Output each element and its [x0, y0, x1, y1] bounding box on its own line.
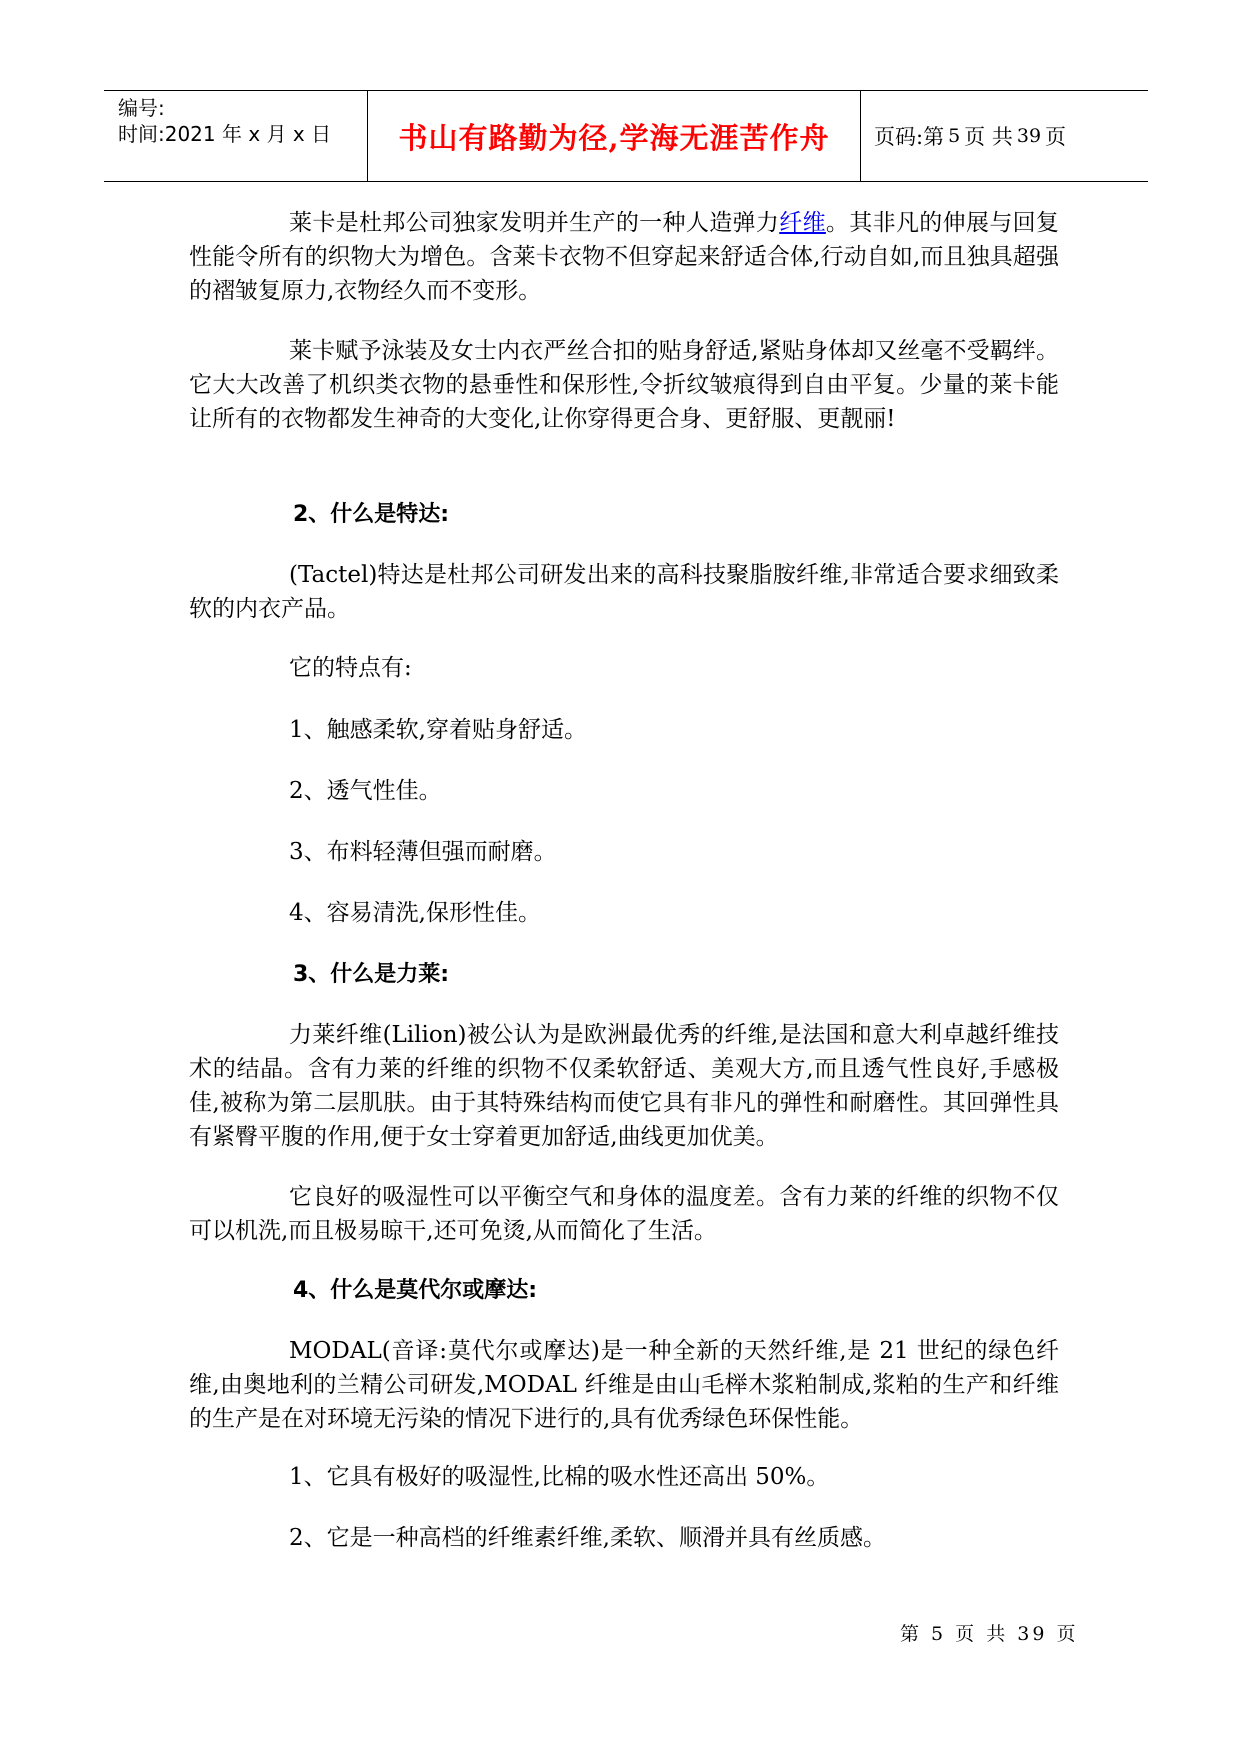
paragraph-lycra-benefits: 莱卡赋予泳装及女士内衣严丝合扣的贴身舒适,紧贴身体却又丝毫不受羁绊。它大大改善了机织类衣物的悬垂性和保形性,令折纹皱痕得到自由平复。少量的莱卡能让所有的衣物都发生神奇的大变化,让你穿得更合身、更舒服、更靓丽! — [189, 338, 1059, 432]
paragraph-lilion-moisture: 它良好的吸湿性可以平衡空气和身体的温度差。含有力莱的纤维的织物不仅可以机洗,而且极易晾干,还可免烫,从而简化了生活。 — [189, 1184, 1059, 1244]
page-footer: 第 5 页 共 39 页 — [900, 1623, 1079, 1645]
header-motto: 书山有路勤为径,学海无涯苦作舟 — [398, 120, 830, 155]
page-suffix: 页 — [1045, 125, 1067, 149]
section-heading-tactel: 2、什么是特达: — [293, 502, 450, 527]
list-item: 2、它是一种高档的纤维素纤维,柔软、顺滑并具有丝质感。 — [289, 1525, 886, 1551]
list-item: 1、触感柔软,穿着贴身舒适。 — [289, 717, 587, 743]
list-item: 2、透气性佳。 — [289, 778, 442, 804]
list-item: 1、它具有极好的吸湿性,比棉的吸水性还高出 50%。 — [289, 1464, 830, 1490]
page-number: 5 — [948, 125, 961, 147]
header-divider-right — [860, 91, 861, 181]
page-mid: 页 共 — [964, 125, 1013, 149]
page-total: 39 — [1016, 125, 1042, 147]
list-item: 4、容易清洗,保形性佳。 — [289, 900, 541, 926]
page-prefix: 页码:第 — [874, 125, 945, 149]
paragraph-modal-intro: MODAL(音译:莫代尔或摩达)是一种全新的天然纤维,是 21 世纪的绿色纤维,由奥地利的兰精公司研发,MODAL 纤维是由山毛榉木浆粕制成,浆粕的生产和纤维的生产是在对环境无污染的情况下进行的,具有优秀绿色环保性能。 — [189, 1338, 1059, 1432]
paragraph-lycra-intro — [189, 206, 1059, 308]
paragraph-text: 。其非凡的伸展与回复性能令所有的织物大为增色。含莱卡衣物不但穿起来舒适合体,行动自如,而且独具超强的褶皱复原力,衣物经久而不变形。 — [189, 210, 1059, 304]
fiber-link[interactable]: 纤维 — [779, 210, 826, 236]
serial-label: 编号: — [118, 96, 165, 120]
time-label: 时间:2021 年 x 月 x 日 — [118, 122, 332, 146]
header-page-info — [874, 91, 1066, 181]
page-header — [104, 90, 1148, 182]
list-item: 3、布料轻薄但强而耐磨。 — [289, 839, 557, 865]
section-heading-modal: 4、什么是莫代尔或摩达: — [293, 1278, 538, 1303]
tactel-features-label: 它的特点有: — [289, 655, 412, 681]
paragraph-tactel-intro: (Tactel)特达是杜邦公司研发出来的高科技聚脂胺纤维,非常适合要求细致柔软的内衣产品。 — [189, 562, 1059, 622]
paragraph-text: 莱卡是杜邦公司独家发明并生产的一种人造弹力 — [289, 210, 780, 236]
header-meta — [118, 91, 368, 181]
paragraph-lilion-intro: 力莱纤维(Lilion)被公认为是欧洲最优秀的纤维,是法国和意大利卓越纤维技术的结晶。含有力莱的纤维的织物不仅柔软舒适、美观大方,而且透气性良好,手感极佳,被称为第二层肌肤。由于其特殊结构而使它具有非凡的弹性和耐磨性。其回弹性具有紧臀平腹的作用,便于女士穿着更加舒适,曲线更加优美。 — [189, 1022, 1059, 1150]
section-heading-lilion: 3、什么是力莱: — [293, 962, 450, 987]
